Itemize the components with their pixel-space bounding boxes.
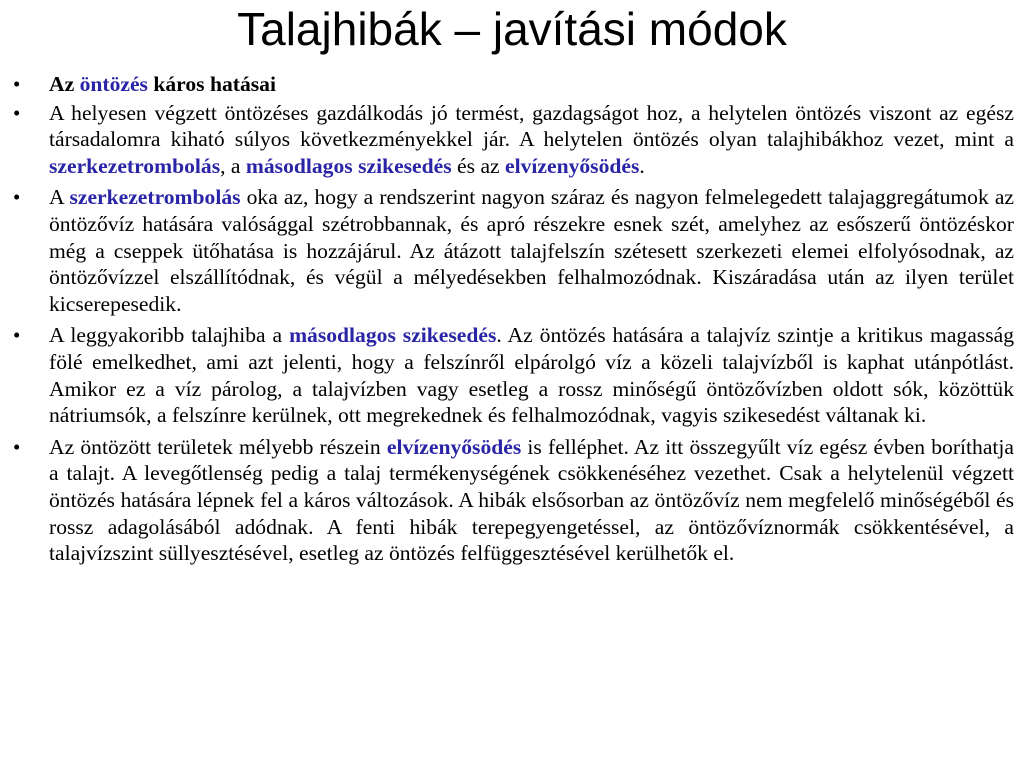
keyword-masodlagos-szikesedes: másodlagos szikesedés — [245, 153, 452, 178]
bullet-run: , a — [220, 153, 246, 178]
bullet-run: . — [639, 153, 645, 178]
bullet-run: A helyesen végzett öntözéses gazdálkodás jó termést, gazdagságot hoz, a helytelen öntözés viszont az egész társadalomra kiható súlyos következményekkel jár. A helytelen öntözés olyan talajhibákhoz vezet, mint a — [49, 100, 1014, 152]
bullet-run: káros hatásai — [147, 72, 276, 96]
keyword-szerkezetrombolas: szerkezetrombolás — [69, 185, 241, 210]
keyword-elvizenyosodes: elvízenyősödés — [505, 153, 640, 178]
keyword-elvizenyosodes: elvízenyősödés — [386, 434, 522, 459]
bullet-item — [0, 100, 1024, 180]
bullet-run: oka az, hogy a rendszerint nagyon száraz és nagyon felmelegedett talajaggregátumok az öntözővíz hatására valósággal szétrobbannak, és apró részekre esnek szét, amelyhez az esőszerű öntözéskor még a cseppek ütőhatása is hozzájárul. Az átázott talajfelszín szétesett szerkezeti elemei elfolyósodnak, az öntözővízzel elszállítódnak, és végül a mélyedésekben felhalmozódnak. Kiszáradása után az ilyen terület kicserepesedik. — [49, 185, 1014, 316]
bullet-item — [0, 322, 1024, 428]
bullet-run: és az — [451, 153, 506, 178]
bullet-item — [0, 71, 1024, 98]
bullet-run: is felléphet. Az itt összegyűlt víz egész évben boríthatja a talajt. A levegőtlenség pedig a talaj termékenységének csökkenéséhez vezethet. Csak a helytelenül végzett öntözés hatására lépnek fel a káros változások. A hibák elsősorban az öntözővíz nem megfelelő minőségéből és rossz adagolásából adódnak. A fenti hibák terepegyengetéssel, az öntözővíznormák csökkentésével, a talajvízszint süllyesztésével, esetleg az öntözés felfüggesztésével kerülhetők el. — [49, 434, 1014, 566]
bullet-run: Az öntözött területek mélyebb részein — [49, 434, 387, 459]
bullet-dot-icon: • — [13, 100, 21, 125]
bullet-dot-icon: • — [13, 185, 21, 210]
bullet-dot-icon: • — [13, 323, 21, 348]
bullet-list — [0, 71, 1024, 572]
bullet-run: . Az öntözés hatására a talajvíz szintje a kritikus magasság fölé emelkedhet, ami azt jelenti, hogy a felszínről elpárolgó víz a közeli talajvízből is kaphat utánpótlást. Amikor ez a víz párolog, a talajvízben vagy esetleg a rossz minőségű öntözővízben oldott sók, közöttük nátriumsók, a felszínre kerülnek, ott megrekednek és felhalmozódnak, vagyis szikesedést váltanak ki. — [49, 323, 1014, 428]
slide-title: Talajhibák – javítási módok — [237, 3, 787, 55]
bullet-dot-icon: • — [13, 72, 21, 96]
bullet-run: A — [49, 185, 70, 210]
bullet-dot-icon: • — [13, 434, 21, 459]
bullet-item — [0, 184, 1024, 317]
keyword-masodlagos-szikesedes: másodlagos szikesedés — [289, 323, 497, 348]
bullet-run: A leggyakoribb talajhiba a — [49, 323, 290, 348]
bullet-run: Az — [49, 72, 80, 96]
keyword-ontozes: öntözés — [79, 72, 148, 96]
bullet-item — [0, 434, 1024, 567]
keyword-szerkezetrombolas: szerkezetrombolás — [49, 153, 221, 178]
